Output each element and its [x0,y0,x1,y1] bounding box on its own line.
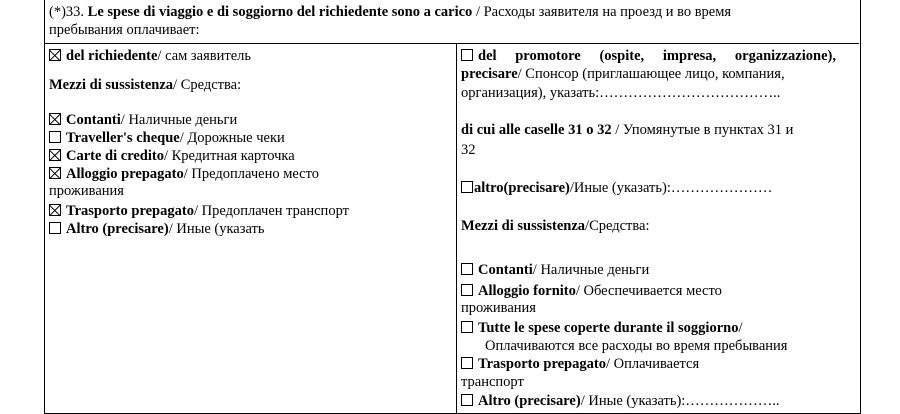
all-expenses-continuation: Оплачиваются все расходы во время пребывания [485,338,788,354]
right-means-label-bold: Mezzi di sussistenza [461,218,586,234]
right-means-label-rest: /Средства: [585,218,650,234]
right-cash-label-rest: / Наличные деньги [532,262,650,278]
left-item-travellers-cheque[interactable] [49,130,285,147]
prepaid-transport-label-rest: / Предоплачен транспорт [193,203,349,219]
travellers-cheque-checkbox[interactable] [49,131,61,143]
prepaid-accommodation-continuation: проживания [49,183,124,199]
sponsor-word-2: promotore [515,48,581,64]
left-item-prepaid-transport[interactable] [49,203,349,220]
all-expenses-checkbox[interactable] [461,321,473,333]
left-means-label-bold: Mezzi di sussistenza [49,77,174,93]
left-item-cash[interactable] [49,112,237,129]
left-item-credit-card[interactable] [49,148,295,165]
right-prepaid-transport-continuation: транспорт [461,374,524,390]
right-item-all-expenses[interactable] [461,320,742,337]
left-means-label-rest: / Средства: [173,77,242,93]
prepaid-transport-label-bold: Trasporto prepagato [66,203,194,219]
cash-label-bold: Contanti [66,112,121,128]
prepaid-accommodation-label-rest: / Предоплачено место [183,166,320,182]
header-title-bold: Le spese di viaggio e di soggiorno del richiedente sono a carico [87,4,473,20]
sponsor-option[interactable] [461,48,836,65]
right-prepaid-transport-label-bold: Trasporto prepagato [478,356,606,372]
credit-card-label-bold: Carte di credito [66,148,164,164]
left-item-other[interactable] [49,221,264,238]
right-other-means-label-bold: Altro (precisare) [478,393,581,409]
header-line-1 [49,3,853,21]
cash-label-rest: / Наличные деньги [120,112,238,128]
right-other-label-rest: /Иные (указать):………………… [569,180,773,196]
sponsor-word-3: (ospite, [599,48,645,64]
left-means-label [49,77,241,94]
right-column [457,44,859,413]
left-item-prepaid-accommodation[interactable] [49,166,319,183]
sponsor-word-1: del [478,48,497,64]
accommodation-provided-label-bold: Alloggio fornito [478,283,576,299]
header-title-rest: / Расходы заявителя на проезд и во время [472,4,732,20]
travellers-cheque-label-bold: Traveller's cheque [66,130,180,146]
boxes-reference-line-2: 32 [461,142,476,158]
right-item-prepaid-transport[interactable] [461,356,699,373]
left-other-label-rest: / Иные (указать [168,221,265,237]
applicant-label-bold: del richiedente [66,48,158,64]
prepaid-transport-checkbox[interactable] [49,204,61,216]
right-other-label-bold: altro(precisare) [474,180,570,196]
left-other-label-bold: Altro (precisare) [66,221,169,237]
right-item-other[interactable] [461,393,780,410]
right-other-checkbox[interactable] [461,181,473,193]
right-item-cash[interactable] [461,262,649,279]
right-prepaid-transport-checkbox[interactable] [461,357,473,369]
travellers-cheque-label-rest: / Дорожные чеки [179,130,285,146]
header-line-2: пребывания оплачивает: [49,22,200,38]
sponsor-word-5: organizzazione), [734,48,836,64]
right-cash-label-bold: Contanti [478,262,533,278]
right-other-option[interactable] [461,180,772,197]
applicant-option[interactable] [49,48,251,65]
section-33-frame [44,0,861,414]
right-means-label [461,218,650,235]
applicant-checkbox[interactable] [49,49,61,61]
sponsor-line-3: организация), указать:……………………………….. [461,85,781,101]
applicant-label-rest: / сам заявитель [157,48,251,64]
right-other-means-checkbox[interactable] [461,394,473,406]
right-prepaid-transport-label-rest: / Оплачивается [605,356,700,372]
header-prefix: (*)33. [49,4,88,20]
boxes-reference-bold: di cui alle caselle 31 o 32 [461,122,612,138]
sponsor-specify-rest: / Спонсор (приглашающее лицо, компания, [517,66,785,82]
boxes-reference-rest: / Упомянутые в пунктах 31 и [611,122,794,138]
sponsor-specify-bold: precisare [461,66,518,82]
all-expenses-label-bold: Tutte le spese coperte durante il soggiorno [478,320,739,336]
right-item-accommodation-provided[interactable] [461,283,722,300]
right-other-means-label-rest: / Иные (указать):……………….. [580,393,780,409]
credit-card-checkbox[interactable] [49,149,61,161]
accommodation-provided-continuation: проживания [461,300,536,316]
prepaid-accommodation-checkbox[interactable] [49,167,61,179]
sponsor-word-4: impresa, [662,48,717,64]
section-33-header [45,0,859,44]
prepaid-accommodation-label-bold: Alloggio prepagato [66,166,184,182]
right-cash-checkbox[interactable] [461,263,473,275]
cash-checkbox[interactable] [49,113,61,125]
credit-card-label-rest: / Кредитная карточка [163,148,295,164]
left-column [45,44,457,413]
all-expenses-label-rest: / [738,320,743,336]
boxes-reference-line-1 [461,122,793,139]
sponsor-line-2 [461,66,785,83]
accommodation-provided-label-rest: / Обеспечивается место [575,283,722,299]
sponsor-checkbox[interactable] [461,49,473,61]
left-other-checkbox[interactable] [49,222,61,234]
accommodation-provided-checkbox[interactable] [461,284,473,296]
